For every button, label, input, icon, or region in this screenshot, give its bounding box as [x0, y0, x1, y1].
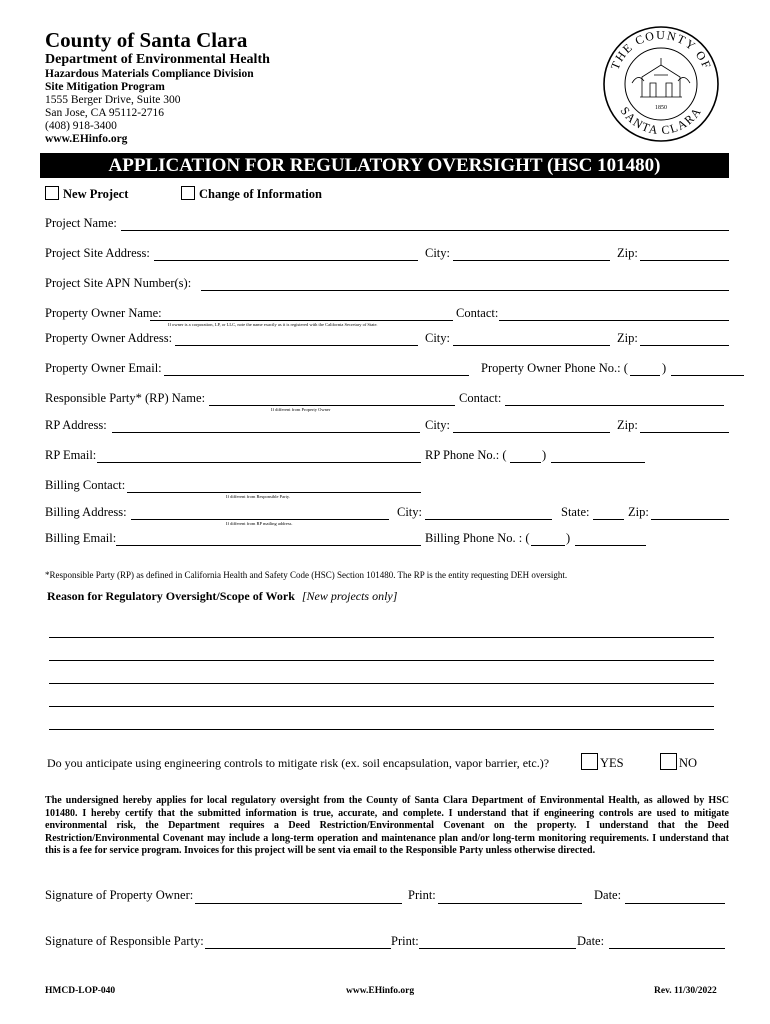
rp-phone-label: RP Phone No.: (: [425, 448, 507, 462]
owner-signature-field[interactable]: [195, 903, 402, 904]
form-title: APPLICATION FOR REGULATORY OVERSIGHT (HSC 101480): [40, 153, 729, 178]
owner-zip-label: Zip:: [617, 331, 638, 345]
site-city-label: City:: [425, 246, 451, 260]
owner-signature-label: Signature of Property Owner:: [45, 888, 194, 902]
rp-signature-label: Signature of Responsible Party:: [45, 934, 204, 948]
billing-city-label: City:: [397, 505, 423, 519]
seal-text-top: THE COUNTY OF: [607, 27, 715, 72]
billing-phone-paren: ): [566, 531, 571, 545]
rp-signature-field[interactable]: [205, 948, 391, 949]
footer-form-id: HMCD-LOP-040: [45, 986, 116, 996]
owner-phone-field[interactable]: [671, 375, 744, 376]
scope-line-1[interactable]: [49, 637, 714, 638]
footer-revision: Rev. 11/30/2022: [654, 986, 717, 996]
billing-phone-label: Billing Phone No. : (: [425, 531, 530, 545]
rp-email-field[interactable]: [97, 462, 421, 463]
billing-state-field[interactable]: [593, 519, 624, 520]
owner-contact-field[interactable]: [499, 320, 729, 321]
site-zip-label: Zip:: [617, 246, 638, 260]
department-name: Department of Environmental Health: [45, 52, 270, 67]
rp-contact-field[interactable]: [505, 405, 724, 406]
engineering-yes-checkbox[interactable]: [581, 753, 598, 770]
billing-contact-label: Billing Contact:: [45, 478, 126, 492]
new-project-label: New Project: [63, 187, 129, 201]
owner-address-label: Property Owner Address:: [45, 331, 173, 345]
billing-city-field[interactable]: [425, 519, 552, 520]
rp-zip-field[interactable]: [640, 432, 729, 433]
new-project-option[interactable]: [45, 186, 128, 202]
rp-name-note: If different from Property Owner: [271, 407, 331, 412]
apn-field[interactable]: [201, 290, 729, 291]
scope-heading-wrapper: [47, 589, 397, 604]
billing-phone-area-field[interactable]: [531, 545, 565, 546]
owner-name-field[interactable]: [150, 320, 453, 321]
phone-number: (408) 918-3400: [45, 120, 117, 132]
billing-state-label: State:: [561, 505, 590, 519]
billing-contact-field[interactable]: [127, 492, 421, 493]
owner-city-label: City:: [425, 331, 451, 345]
scope-line-4[interactable]: [49, 706, 714, 707]
change-of-information-label: Change of Information: [199, 187, 322, 201]
engineering-question: Do you anticipate using engineering controls to mitigate risk (ex. soil encapsulation, vapor barrier, etc.)?: [47, 756, 550, 770]
division-name: Hazardous Materials Compliance Division: [45, 68, 254, 80]
owner-phone-paren: ): [662, 361, 667, 375]
rp-email-label: RP Email:: [45, 448, 97, 462]
billing-contact-note: If different from Responsible Party.: [226, 494, 290, 499]
rp-city-field[interactable]: [453, 432, 610, 433]
address-line-2: San Jose, CA 95112-2716: [45, 107, 165, 119]
owner-email-label: Property Owner Email:: [45, 361, 162, 375]
owner-print-field[interactable]: [438, 903, 582, 904]
footer-website: www.EHinfo.org: [346, 986, 415, 996]
rp-name-label: Responsible Party* (RP) Name:: [45, 391, 206, 405]
rp-address-label: RP Address:: [45, 418, 107, 432]
engineering-no-checkbox[interactable]: [660, 753, 677, 770]
seal-year: 1850: [655, 105, 667, 111]
rp-phone-area-field[interactable]: [510, 462, 541, 463]
billing-email-label: Billing Email:: [45, 531, 117, 545]
rp-date-field[interactable]: [609, 948, 725, 949]
project-name-label: Project Name:: [45, 216, 117, 230]
project-name-field[interactable]: [121, 230, 729, 231]
billing-address-label: Billing Address:: [45, 505, 127, 519]
rp-contact-label: Contact:: [459, 391, 502, 405]
site-address-field[interactable]: [154, 260, 418, 261]
owner-email-field[interactable]: [164, 375, 469, 376]
change-of-information-option[interactable]: [181, 186, 322, 202]
engineering-yes-label: YES: [600, 756, 624, 770]
new-project-checkbox[interactable]: [45, 186, 59, 200]
site-zip-field[interactable]: [640, 260, 729, 261]
scope-line-3[interactable]: [49, 683, 714, 684]
rp-date-label: Date:: [577, 934, 605, 948]
billing-email-field[interactable]: [116, 545, 421, 546]
rp-city-label: City:: [425, 418, 451, 432]
scope-line-5[interactable]: [49, 729, 714, 730]
owner-print-label: Print:: [408, 888, 436, 902]
engineering-no-label: NO: [679, 756, 698, 770]
apn-label: Project Site APN Number(s):: [45, 276, 192, 290]
rp-phone-field[interactable]: [551, 462, 645, 463]
owner-address-field[interactable]: [175, 345, 418, 346]
address-line-1: 1555 Berger Drive, Suite 300: [45, 94, 181, 106]
owner-phone-label: Property Owner Phone No.: (: [481, 361, 628, 375]
rp-name-field[interactable]: [209, 405, 455, 406]
county-title: County of Santa Clara: [45, 28, 248, 52]
site-city-field[interactable]: [453, 260, 610, 261]
engineering-yes-option[interactable]: [581, 753, 624, 771]
billing-address-field[interactable]: [131, 519, 389, 520]
site-address-label: Project Site Address:: [45, 246, 150, 260]
change-of-information-checkbox[interactable]: [181, 186, 195, 200]
rp-print-field[interactable]: [419, 948, 576, 949]
certification-statement: The undersigned hereby applies for local regulatory oversight from the County of Santa Clara Department of Environmental Health, as allowed by HSC 101480. I hereby certify that the submitted information is true, accurate, and complete. I understand that if engineering controls are used to mitigate environmental risk, the Department requires a Deed Restriction/Environmental Covenant on the property. I understand that the Deed Restriction/Environmental Covenant may include a long-term operation and maintenance plan and/or long-term monitoring requirements. I understand that this is a fee for service program. Invoices for this project will be sent via email to the Responsible Party unless otherwise directed.: [45, 795, 729, 857]
owner-name-note: If owner is a corporation, LP, or LLC, note the name exactly as it is registered with the California Secretary of State.: [168, 322, 378, 327]
program-name: Site Mitigation Program: [45, 81, 165, 93]
scope-subheading: [New projects only]: [301, 589, 398, 603]
website: www.EHinfo.org: [45, 133, 128, 145]
rp-footnote: *Responsible Party (RP) as defined in California Health and Safety Code (HSC) Section 101480. The RP is the entity requesting DEH oversight.: [45, 570, 568, 580]
billing-zip-label: Zip:: [628, 505, 649, 519]
county-seal-icon: [602, 25, 720, 143]
owner-zip-field[interactable]: [640, 345, 729, 346]
rp-phone-paren: ): [542, 448, 547, 462]
billing-address-note: If different from RP mailing address.: [226, 521, 293, 526]
owner-contact-label: Contact:: [456, 306, 499, 320]
owner-date-field[interactable]: [625, 903, 725, 904]
owner-city-field[interactable]: [453, 345, 610, 346]
rp-print-label: Print:: [391, 934, 419, 948]
engineering-no-option[interactable]: [660, 753, 697, 771]
billing-zip-field[interactable]: [651, 519, 729, 520]
scope-line-2[interactable]: [49, 660, 714, 661]
owner-phone-area-field[interactable]: [630, 375, 660, 376]
owner-name-label: Property Owner Name:: [45, 306, 162, 320]
rp-zip-label: Zip:: [617, 418, 638, 432]
owner-date-label: Date:: [594, 888, 622, 902]
scope-heading: Reason for Regulatory Oversight/Scope of Work: [47, 589, 295, 603]
seal-text-bottom: SANTA CLARA: [617, 104, 705, 138]
billing-phone-field[interactable]: [575, 545, 646, 546]
rp-address-field[interactable]: [112, 432, 420, 433]
